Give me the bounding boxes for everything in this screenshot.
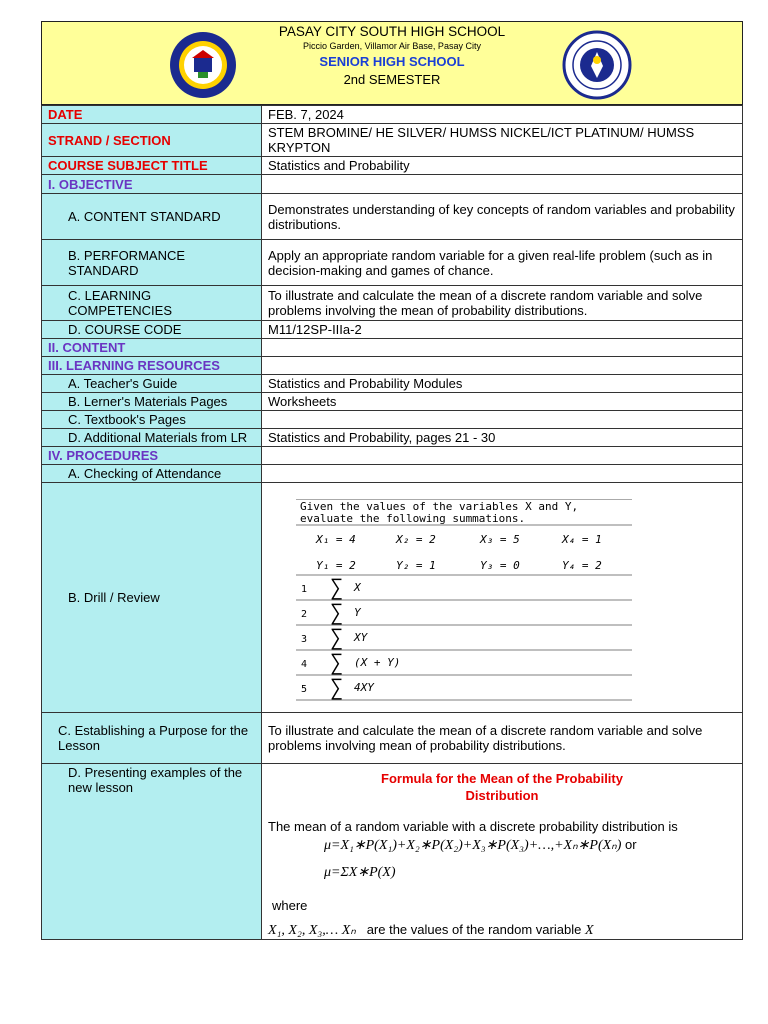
sigma-symbol: ∑ [330,576,344,601]
formula-intro: The mean of a random variable with a discrete probability distribution is [268,819,678,834]
procedures-label: IV. PROCEDURES [42,447,262,465]
performance-standard-label: B. PERFORMANCE STANDARD [42,240,262,286]
procedures-value [262,447,743,465]
course-value: Statistics and Probability [262,157,743,175]
purpose-value: To illustrate and calculate the mean of a discrete random variable and solve problems involving mean of probability distributions. [262,713,743,764]
teachers-guide-value: Statistics and Probability Modules [262,375,743,393]
summation-expression: X [354,581,361,594]
row-strand [42,124,743,157]
row-content [42,339,743,357]
formula-eq1: μ=X₁∗P(X₁)+X₂∗P(X₂)+X₃∗P(X₃)+…,+Xₙ∗P(Xₙ) [324,838,622,853]
sigma-symbol: ∑ [330,601,344,626]
summation-expression: Y [354,606,361,619]
presenting-value [262,764,743,940]
textbook-label: C. Textbook's Pages [42,411,262,429]
content-standard-value: Demonstrates understanding of key concepts of random variables and probability distributions. [262,194,743,240]
drill-label: B. Drill / Review [42,483,262,713]
content-standard-label: A. CONTENT STANDARD [42,194,262,240]
competencies-value: To illustrate and calculate the mean of a discrete random variable and solve problems involving the mean of probability distributions. [262,286,743,321]
row-textbook [42,411,743,429]
course-code-value: M11/12SP-IIIa-2 [262,321,743,339]
formula-or: or [625,837,637,852]
x-value: X₄ = 1 [562,533,602,546]
content-label: II. CONTENT [42,339,262,357]
lesson-plan-page [41,21,743,940]
content-value [262,339,743,357]
purpose-label [42,713,262,764]
row-performance-standard [42,240,743,286]
formula-values-expr: X₁, X₂, X₃,… Xₙ [268,923,356,938]
sigma-symbol: ∑ [330,651,344,676]
resources-label: III. LEARNING RESOURCES [42,357,262,375]
row-content-standard [42,194,743,240]
sigma-symbol: ∑ [330,626,344,651]
attendance-value [262,465,743,483]
summation-expression: XY [354,631,368,644]
y-value: Y₃ = 0 [480,559,520,572]
row-competencies [42,286,743,321]
formula-eq2: μ=ΣX∗P(X) [324,865,396,880]
item-number: 2 [301,609,308,620]
textbook-value [262,411,743,429]
school-address: Piccio Garden, Villamor Air Base, Pasay City [303,41,481,51]
additional-value: Statistics and Probability, pages 21 - 30 [262,429,743,447]
school-name: PASAY CITY SOUTH HIGH SCHOOL [278,24,506,39]
formula-values-text: are the values of the random variable [366,922,582,937]
row-presenting [42,764,743,940]
date-label: DATE [42,106,262,124]
x-value: X₁ = 4 [316,533,356,546]
drill-intro-line2: evaluate the following summations. [300,512,526,525]
y-value: Y₂ = 1 [396,559,436,572]
formula-values-line [268,922,736,938]
row-date [42,106,743,124]
learners-pages-label: B. Lerner's Materials Pages [42,393,262,411]
summation-expression: 4XY [354,681,374,694]
row-course [42,157,743,175]
attendance-label: A. Checking of Attendance [42,465,262,483]
row-course-code [42,321,743,339]
row-learners-pages [42,393,743,411]
item-number: 1 [301,584,308,595]
item-number: 3 [301,634,308,645]
item-number: 5 [301,684,308,695]
course-label: COURSE SUBJECT TITLE [42,157,262,175]
row-drill [42,483,743,713]
document-header [41,21,743,105]
lesson-plan-table [41,105,743,940]
performance-standard-value: Apply an appropriate random variable for a given real-life problem (such as in decision-making and games of chance. [262,240,743,286]
item-number: 4 [301,659,308,670]
row-purpose [42,713,743,764]
objective-label: I. OBJECTIVE [42,175,262,194]
semester: 2nd SEMESTER [343,72,441,87]
formula-title-line1: Formula for the Mean of the Probability [381,771,623,786]
objective-value [262,175,743,194]
course-code-label: D. COURSE CODE [42,321,262,339]
summation-expression: (X + Y) [354,656,401,669]
school-level: SENIOR HIGH SCHOOL [319,54,465,69]
competencies-label: C. LEARNING COMPETENCIES [42,286,262,321]
presenting-label: D. Presenting examples of the new lesson [42,764,262,940]
teachers-guide-label: A. Teacher's Guide [42,375,262,393]
formula-title-line2: Distribution [465,788,539,803]
strand-label: STRAND / SECTION [42,124,262,157]
sigma-symbol: ∑ [330,676,344,701]
drill-worksheet-image [296,499,632,701]
resources-value [262,357,743,375]
drill-intro-line1: Given the values of the variables X and Y, [300,500,579,513]
x-value: X₂ = 2 [396,533,436,546]
row-resources [42,357,743,375]
row-teachers-guide [42,375,743,393]
formula-where: where [272,898,308,913]
formula-var-x: X [584,923,594,938]
x-value: X₃ = 5 [480,533,520,546]
y-value: Y₄ = 2 [562,559,602,572]
row-additional [42,429,743,447]
row-attendance [42,465,743,483]
y-value: Y₁ = 2 [316,559,356,572]
strand-value: STEM BROMINE/ HE SILVER/ HUMSS NICKEL/ICT PLATINUM/ HUMSS KRYPTON [262,124,743,157]
row-objective [42,175,743,194]
learners-pages-value: Worksheets [262,393,743,411]
formula-eq1-line [268,837,736,853]
additional-label: D. Additional Materials from LR [42,429,262,447]
date-value: FEB. 7, 2024 [262,106,743,124]
row-procedures [42,447,743,465]
drill-value [262,483,743,713]
purpose-label-text: C. Establishing a Purpose for the Lesson [58,723,249,753]
